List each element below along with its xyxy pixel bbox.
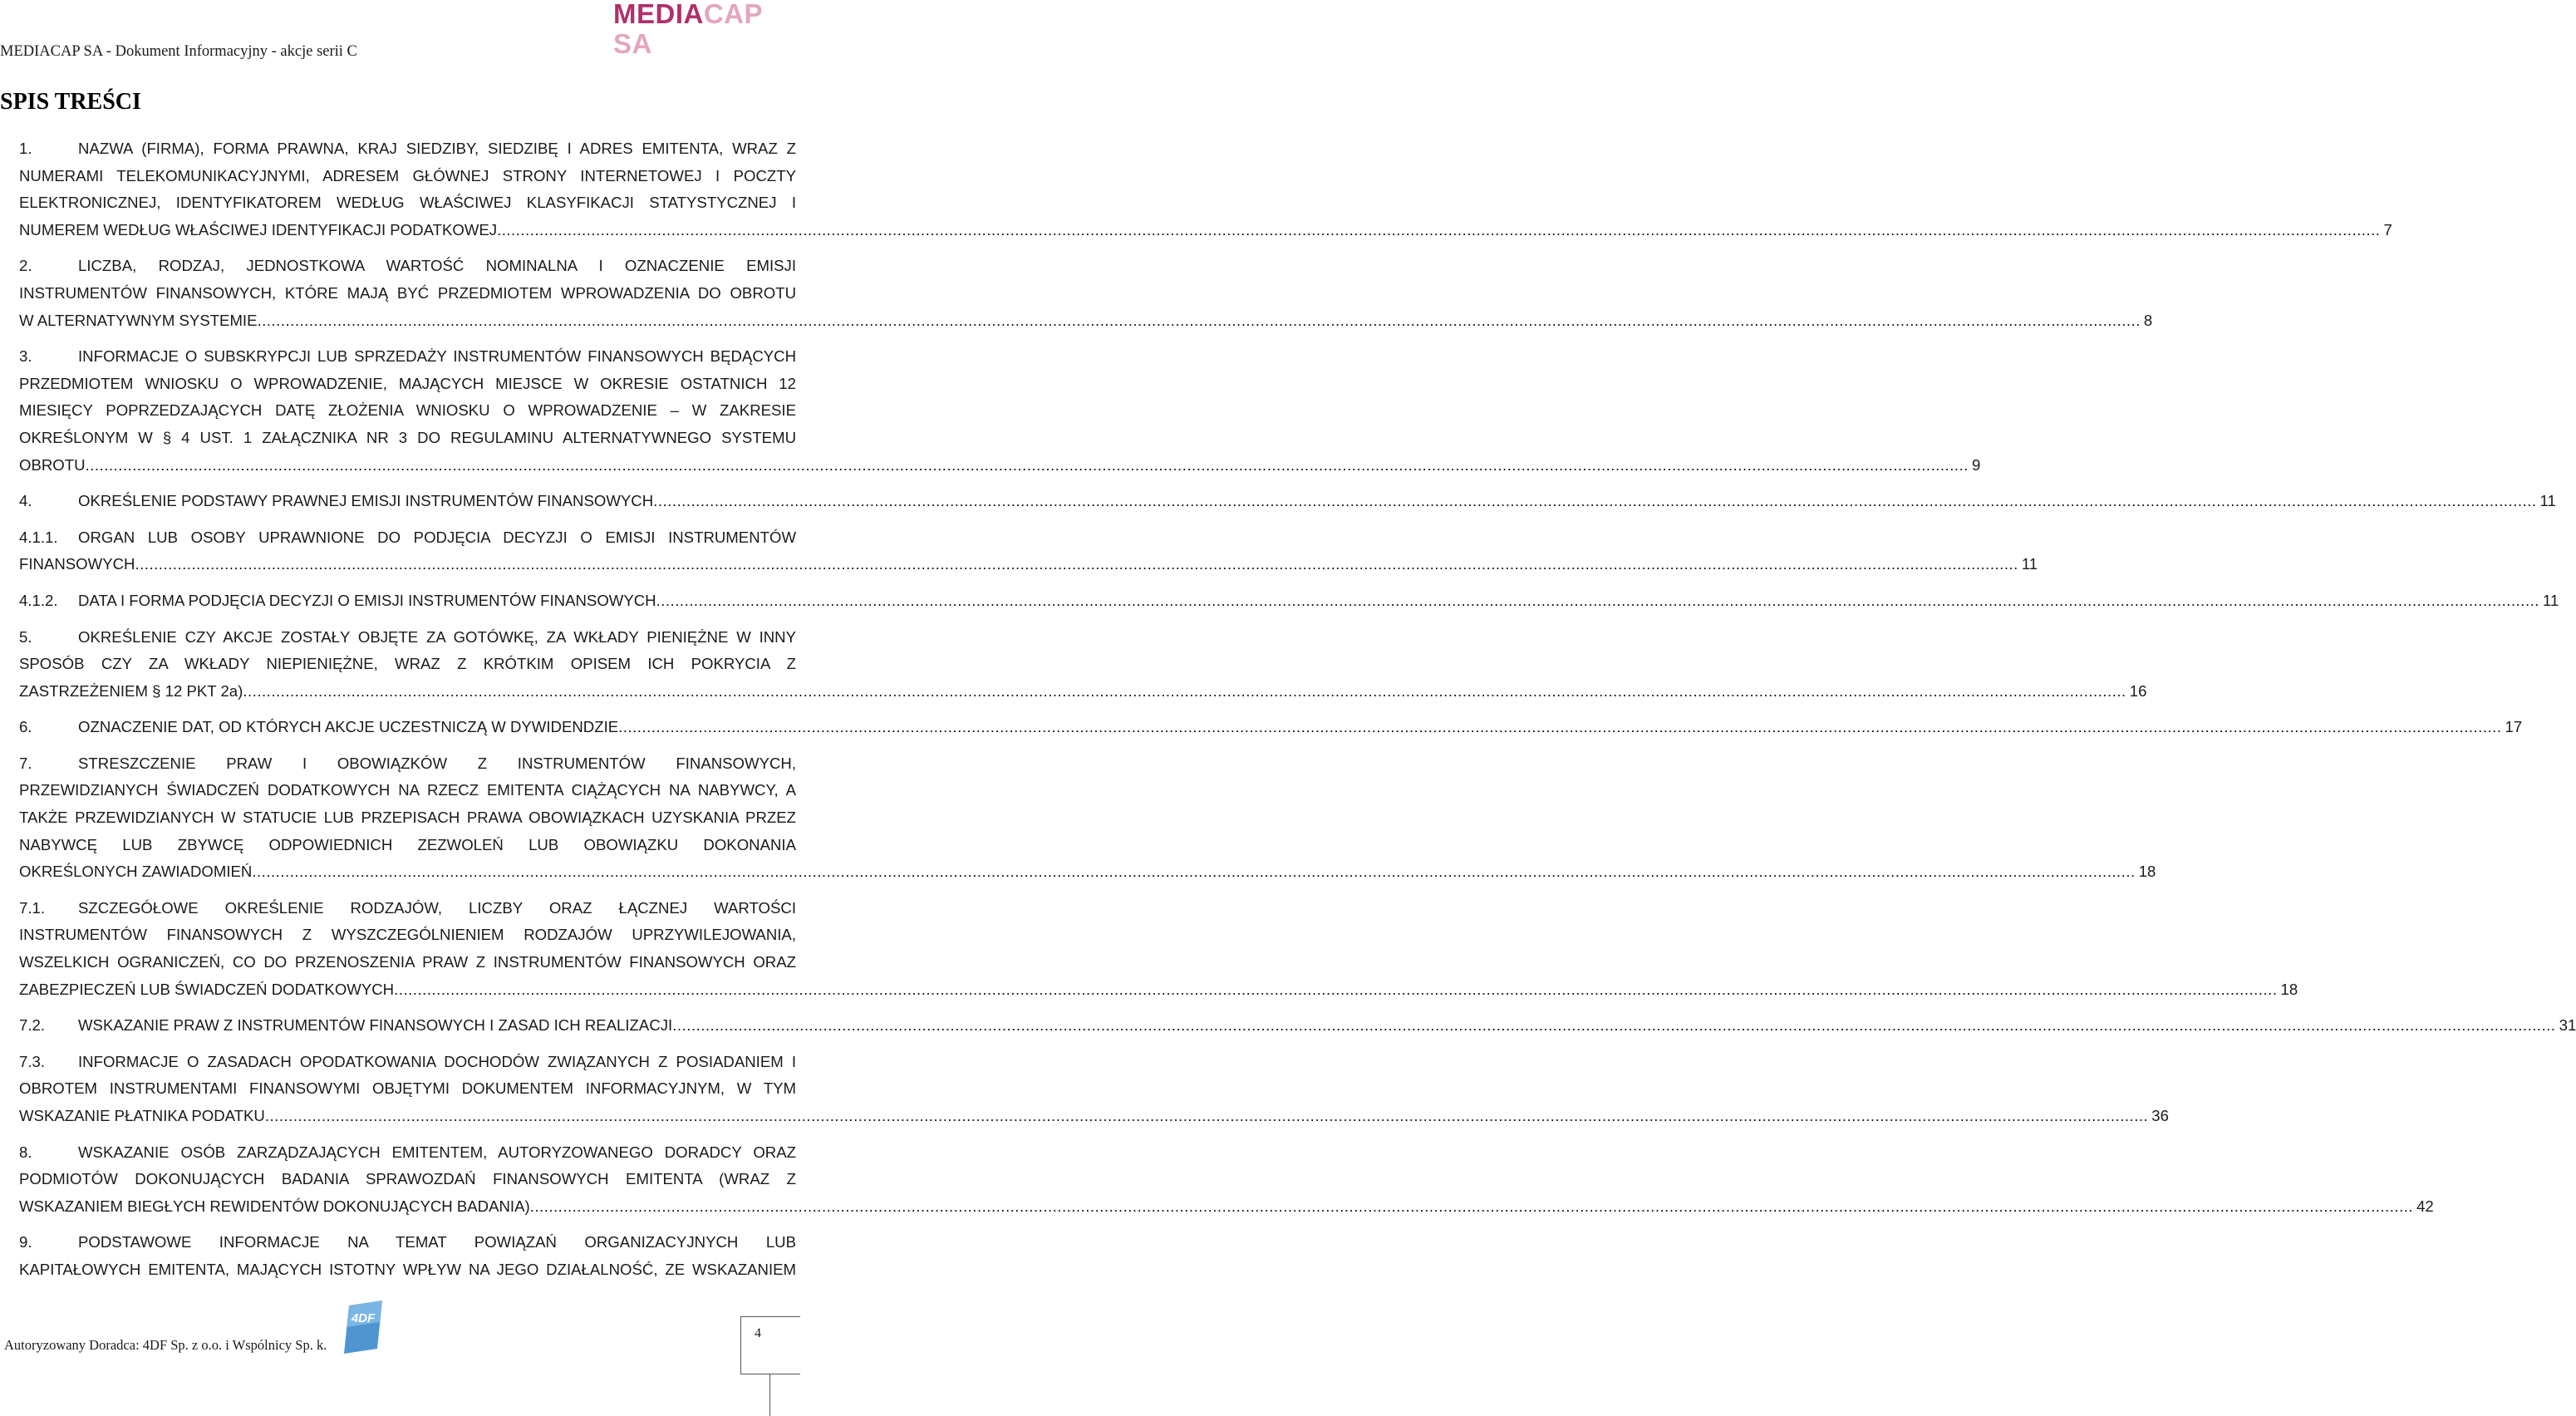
toc-entry-text: INSTRUMENTÓW FINANSOWYCH, KTÓRE MAJĄ BYĆ PRZEDMIOTEM WPROWADZENIA DO OBROTU (19, 283, 796, 302)
toc-entry-spacer (19, 741, 796, 750)
toc-entry-title (19, 307, 258, 335)
toc-entry-text: OKREŚLONYCH ZAWIADOMIEŃ (19, 863, 253, 881)
toc-entry-text: FINANSOWYCH (19, 555, 135, 573)
toc-entry-title (19, 678, 243, 706)
svg-text:4DF: 4DF (351, 1311, 376, 1325)
toc-entry-line (19, 425, 796, 452)
toc-entry-line (19, 524, 796, 552)
toc-entry[interactable] (19, 1012, 2576, 1040)
toc-entry-number: 7.1. (19, 898, 46, 917)
toc-entry-line (19, 280, 796, 307)
toc-entry-number: 2. (19, 257, 32, 275)
toc-entry-line (19, 777, 796, 804)
logo-sa-text: SA (613, 28, 652, 59)
toc-entry-text: PODSTAWOWE INFORMACJE NA TEMAT POWIĄZAŃ ORGANIZACYJNYCH LUB (78, 1233, 796, 1251)
toc-page-number: 18 (2280, 980, 2298, 998)
toc-page-number: 17 (2505, 718, 2523, 736)
toc-entry-line (19, 307, 2153, 335)
toc-entry-text: INSTRUMENTÓW FINANSOWYCH Z WYSZCZEGÓLNIENIEM RODZAJÓW UPRZYWILEJOWANIA, (19, 926, 796, 944)
toc-page-number: 11 (2539, 492, 2556, 510)
toc-entry-spacer (19, 1220, 796, 1229)
toc-entry-line (19, 1049, 796, 1076)
toc-entry-spacer (19, 705, 796, 714)
toc-dot-leader: ................................................................................................................................................................................................................................................................................................................................................................................................................ (672, 1016, 2556, 1035)
mediacap-logo (613, 0, 779, 59)
toc-entry-text: PRZEDMIOTEM WNIOSKU O WPROWADZENIE, MAJĄCYCH MIEJSCE W OKRESIE OSTATNICH 12 (19, 374, 796, 392)
logo-line-1 (613, 2, 779, 32)
toc-entry-line (19, 949, 796, 976)
page-number-box (740, 1316, 800, 1374)
toc-entry-text: SPOSÓB CZY ZA WKŁADY NIEPIENIĘŻNE, WRAZ Z KRÓTKIM OPISEM ICH POKRYCIA Z (19, 655, 796, 673)
toc-entry[interactable] (19, 588, 2559, 615)
toc-entry-number: 4.1.1. (19, 528, 58, 546)
toc-dot-leader: ................................................................................................................................................................................................................................................................................................................................................................................................................ (529, 1197, 2414, 1215)
toc-entry-spacer (19, 479, 796, 488)
toc-entry-line (19, 1166, 796, 1193)
toc-entry-text: INFORMACJE O ZASADACH OPODATKOWANIA DOCHODÓW ZWIĄZANYCH Z POSIADANIEM I (78, 1052, 796, 1070)
toc-entry-number: 1. (19, 140, 32, 157)
logo-media-text: MEDIA (613, 0, 704, 29)
toc-entry-text: TAKŻE PRZEWIDZIANYCH W STATUCIE LUB PRZEPISACH PRAWA OBOWIĄZKACH UZYSKANIA PRZEZ (19, 809, 796, 827)
toc-entry-spacer (19, 1003, 796, 1012)
toc-entry-text: W ALTERNATYWNYM SYSTEMIE (19, 311, 258, 329)
toc-entry-number: 9. (19, 1233, 32, 1251)
document-title: MEDIACAP SA - Dokument Informacyjny - akcje serii C (0, 43, 357, 60)
toc-entry-text: OKREŚLENIE CZY AKCJE ZOSTAŁY OBJĘTE ZA GOTÓWKĘ, ZA WKŁADY PIENIĘŻNE W INNY (78, 627, 796, 646)
toc-entry-line (19, 922, 796, 949)
toc-entry-title (19, 858, 252, 886)
toc-page-number: 11 (2021, 555, 2038, 573)
toc-page-number: 31 (2559, 1016, 2576, 1035)
toc-entry-text: OBROTU (19, 455, 86, 474)
toc-entry-number: 7. (19, 754, 32, 772)
toc-page-number: 18 (2138, 863, 2156, 881)
toc-dot-leader: ................................................................................................................................................................................................................................................................................................................................................................................................................ (618, 718, 2502, 736)
toc-entry-text: ZABEZPIECZEŃ LUB ŚWIADCZEŃ DODATKOWYCH (19, 980, 395, 998)
toc-entry-text: NABYWCĘ LUB ZBYWCĘ ODPOWIEDNICH ZEZWOLEŃ LUB OBOWIĄZKU DOKONANIA (19, 835, 796, 853)
toc-entry-number: 8. (19, 1143, 32, 1161)
toc-entry-line (19, 651, 796, 678)
toc-dot-leader: ................................................................................................................................................................................................................................................................................................................................................................................................................ (257, 311, 2141, 329)
toc-dot-leader: ................................................................................................................................................................................................................................................................................................................................................................................................................ (394, 980, 2278, 998)
toc-entry-text: ELEKTRONICZNEJ, IDENTYFIKATOREM WEDŁUG WŁAŚCIWEJ KLASYFIKACJI STATYSTYCZNEJ I (19, 194, 796, 212)
toc-entry-title (19, 1193, 530, 1221)
toc-entry-line (19, 1075, 796, 1103)
page-number-line (769, 1374, 770, 1416)
toc-entry-number: 5. (19, 627, 32, 646)
toc-entry-text: OBROTEM INSTRUMENTAMI FINANSOWYMI OBJĘTYMI DOKUMENTEM INFORMACYJNYM, W TYM (19, 1079, 796, 1098)
toc-entry-line (19, 832, 796, 859)
toc-entry[interactable] (19, 1049, 2169, 1130)
toc-dot-leader: ................................................................................................................................................................................................................................................................................................................................................................................................................ (497, 220, 2381, 238)
toc-page-number: 7 (2383, 220, 2392, 238)
toc-entry-text: NUMERAMI TELEKOMUNIKACYJNYMI, ADRESEM GŁÓWNEJ STRONY INTERNETOWEJ I POCZTY (19, 166, 796, 184)
toc-entry[interactable] (19, 1139, 2434, 1221)
toc-entry-text: WSKAZANIE PRAW Z INSTRUMENTÓW FINANSOWYCH I ZASAD ICH REALIZACJI (78, 1016, 673, 1035)
toc-entry-text: ORGAN LUB OSOBY UPRAWNIONE DO PODJĘCIA DECYZJI O EMISJI INSTRUMENTÓW (78, 528, 796, 546)
toc-entry-line (19, 189, 796, 217)
toc-entry-spacer (19, 243, 796, 253)
toc-entry-text: OKREŚLENIE PODSTAWY PRAWNEJ EMISJI INSTRUMENTÓW FINANSOWYCH (78, 492, 654, 510)
toc-entry-text: OZNACZENIE DAT, OD KTÓRYCH AKCJE UCZESTNICZĄ W DYWIDENDZIE (78, 718, 619, 736)
logo-cap-text: CAP (703, 0, 764, 29)
toc-dot-leader: ................................................................................................................................................................................................................................................................................................................................................................................................................ (252, 863, 2136, 881)
toc-entry-text: STRESZCZENIE PRAW I OBOWIĄZKÓW Z INSTRUMENTÓW FINANSOWYCH, (78, 754, 796, 772)
toc-entry-title (19, 488, 653, 515)
toc-entry-line (19, 804, 796, 832)
toc-entry-spacer (19, 615, 796, 624)
toc-entry-text: ZASTRZEŻENIEM § 12 PKT 2a) (19, 681, 243, 700)
toc-entry-title (19, 1012, 672, 1040)
toc-entry-spacer (19, 1040, 796, 1049)
toc-entry-line (19, 895, 796, 922)
toc-entry-title (19, 714, 618, 741)
toc-entry-line (19, 1229, 796, 1256)
toc-page-number: 11 (2542, 591, 2559, 609)
toc-page-number: 36 (2151, 1107, 2169, 1124)
toc-entry[interactable] (19, 624, 2147, 706)
toc-entry-spacer (19, 578, 796, 588)
toc-entry-number: 4. (19, 492, 32, 510)
toc-entry-title (19, 551, 135, 578)
toc-dot-leader: ................................................................................................................................................................................................................................................................................................................................................................................................................ (135, 555, 2018, 573)
toc-page-number: 42 (2416, 1197, 2434, 1215)
toc-entry-line (19, 371, 796, 398)
toc-dot-leader: ................................................................................................................................................................................................................................................................................................................................................................................................................ (653, 492, 2537, 510)
toc-entry[interactable] (19, 1229, 796, 1283)
table-of-contents (19, 135, 2576, 1284)
toc-entry-line (19, 551, 2038, 578)
toc-page-number: 16 (2129, 681, 2147, 700)
toc-entry-title (19, 588, 656, 615)
toc-entry-line (19, 588, 2559, 615)
toc-entry-text: LICZBA, RODZAJ, JEDNOSTKOWA WARTOŚĆ NOMINALNA I OZNACZENIE EMISJI (78, 257, 796, 275)
toc-entry-line (19, 397, 796, 425)
toc-entry-text: WSKAZANIE PŁATNIKA PODATKU (19, 1107, 265, 1124)
toc-entry-text: OKREŚLONYM W § 4 UST. 1 ZAŁĄCZNIKA NR 3 DO REGULAMINU ALTERNATYWNEGO SYSTEMU (19, 428, 796, 446)
toc-entry[interactable] (19, 524, 2038, 578)
toc-entry-text: INFORMACJE O SUBSKRYPCJI LUB SPRZEDAŻY INSTRUMENTÓW FINANSOWYCH BĘDĄCYCH (78, 347, 796, 366)
toc-entry-text: KAPITAŁOWYCH EMITENTA, MAJĄCYCH ISTOTNY WPŁYW NA JEGO DZIAŁALNOŚĆ, ZE WSKAZANIEM (19, 1260, 796, 1278)
toc-entry-line (19, 217, 2392, 244)
toc-entry[interactable] (19, 253, 2153, 334)
toc-entry-line (19, 163, 796, 190)
toc-entry-text: PODMIOTÓW DOKONUJĄCYCH BADANIA SPRAWOZDAŃ FINANSOWYCH EMITENTA (WRAZ Z (19, 1170, 796, 1188)
advisor-logo-4df (341, 1300, 384, 1354)
toc-heading: SPIS TREŚCI (0, 89, 141, 115)
toc-entry-text: MIESIĘCY POPRZEDZAJĄCYCH DATĘ ZŁOŻENIA WNIOSKU O WPROWADZENIE – W ZAKRESIE (19, 401, 796, 420)
toc-dot-leader: ................................................................................................................................................................................................................................................................................................................................................................................................................ (85, 455, 1969, 474)
toc-entry[interactable] (19, 714, 2523, 741)
toc-entry-text: WSZELKICH OGRANICZEŃ, CO DO PRZENOSZENIA PRAW Z INSTRUMENTÓW FINANSOWYCH ORAZ (19, 953, 796, 971)
toc-entry-number: 3. (19, 347, 32, 366)
toc-page-number: 8 (2143, 311, 2153, 329)
toc-entry-number: 7.3. (19, 1052, 46, 1070)
toc-entry-title (19, 1103, 265, 1130)
toc-dot-leader: ................................................................................................................................................................................................................................................................................................................................................................................................................ (264, 1107, 2149, 1124)
toc-entry[interactable] (19, 488, 2556, 515)
toc-entry-line (19, 1103, 2169, 1130)
toc-entry[interactable] (19, 895, 2298, 1003)
toc-entry[interactable] (19, 135, 2392, 243)
toc-entry-text: NUMEREM WEDŁUG WŁAŚCIWEJ IDENTYFIKACJI PODATKOWEJ (19, 220, 498, 238)
toc-entry-text: WSKAZANIE OSÓB ZARZĄDZAJĄCYCH EMITENTEM, AUTORYZOWANEGO DORADCY ORAZ (78, 1143, 796, 1161)
toc-entry-line (19, 1193, 2434, 1221)
toc-entry-line (19, 714, 2523, 741)
toc-dot-leader: ................................................................................................................................................................................................................................................................................................................................................................................................................ (656, 591, 2539, 609)
toc-entry-title (19, 217, 497, 244)
toc-entry-number: 6. (19, 718, 32, 736)
toc-entry-spacer (19, 515, 796, 524)
toc-entry-line (19, 624, 796, 651)
toc-page-number: 9 (1971, 455, 1981, 474)
toc-entry-text: PRZEWIDZIANYCH ŚWIADCZEŃ DODATKOWYCH NA RZECZ EMITENTA CIĄŻĄCYCH NA NABYWCY, A (19, 781, 796, 799)
toc-entry-line (19, 858, 2156, 886)
logo-line-2 (613, 28, 779, 61)
toc-entry-title (19, 452, 86, 479)
toc-entry-text: WSKAZANIEM BIEGŁYCH REWIDENTÓW DOKONUJĄCYCH BADANIA) (19, 1197, 530, 1215)
toc-entry[interactable] (19, 343, 1981, 479)
page-number: 4 (755, 1326, 761, 1340)
toc-entry-line (19, 253, 796, 280)
toc-entry-line (19, 976, 2298, 1004)
toc-entry-line (19, 1256, 796, 1284)
toc-entry-line (19, 1139, 796, 1167)
toc-entry-number: 7.2. (19, 1016, 46, 1035)
toc-entry-spacer (19, 886, 796, 895)
toc-entry-spacer (19, 1130, 796, 1139)
toc-entry[interactable] (19, 750, 2156, 886)
toc-entry-line (19, 750, 796, 778)
toc-entry-number: 4.1.2. (19, 591, 58, 609)
toc-dot-leader: ................................................................................................................................................................................................................................................................................................................................................................................................................ (243, 681, 2126, 700)
toc-entry-line (19, 452, 1981, 479)
toc-entry-text: NAZWA (FIRMA), FORMA PRAWNA, KRAJ SIEDZIBY, SIEDZIBĘ I ADRES EMITENTA, WRAZ Z (78, 140, 796, 157)
toc-entry-line (19, 343, 796, 371)
toc-entry-text: SZCZEGÓŁOWE OKREŚLENIE RODZAJÓW, LICZBY ORAZ ŁĄCZNEJ WARTOŚCI (78, 898, 796, 917)
footer-advisor: Autoryzowany Doradca: 4DF Sp. z o.o. i Wspólnicy Sp. k. (4, 1337, 327, 1353)
toc-entry-line (19, 1012, 2576, 1040)
toc-entry-line (19, 135, 796, 163)
toc-entry-text: DATA I FORMA PODJĘCIA DECYZJI O EMISJI INSTRUMENTÓW FINANSOWYCH (78, 591, 656, 609)
toc-entry-spacer (19, 334, 796, 343)
toc-entry-line (19, 488, 2556, 515)
toc-entry-title (19, 976, 394, 1004)
toc-entry-line (19, 678, 2147, 706)
